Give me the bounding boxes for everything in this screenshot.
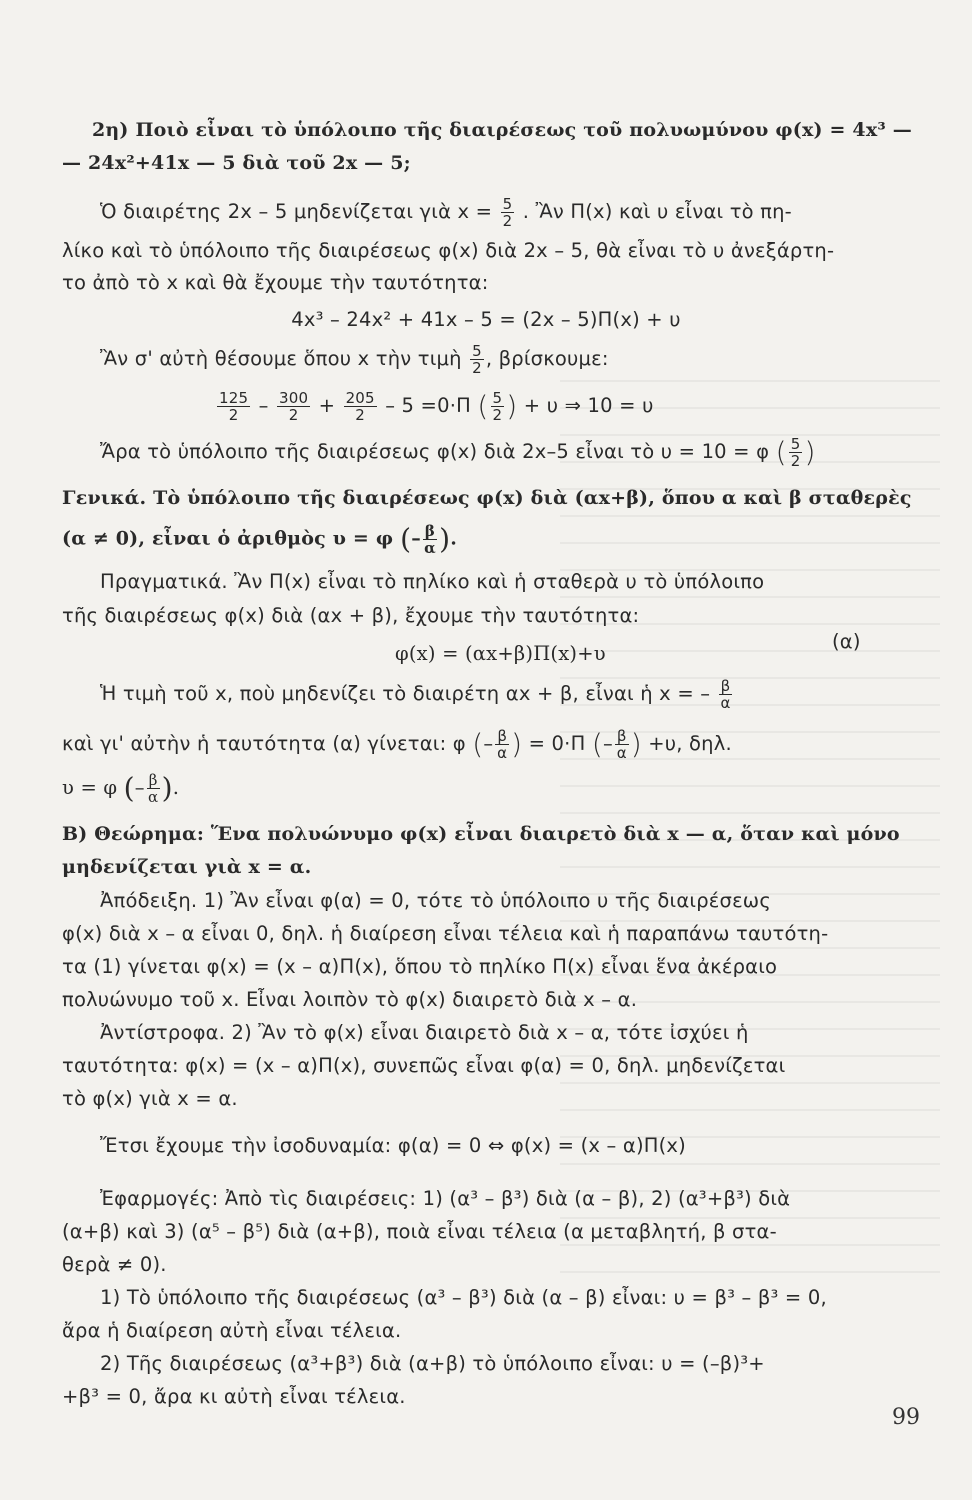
paren-open: (: [400, 522, 412, 556]
frac-num: 5: [472, 342, 482, 360]
paren-open: (: [477, 389, 489, 423]
converse-line-3: τὸ φ(x) γιὰ x = α.: [62, 1087, 238, 1110]
eq-part-b: + υ ⇒ 10 = υ: [523, 394, 654, 417]
equation-tag-alpha: (α): [832, 630, 861, 653]
text-line-7b: , βρίσκουμε:: [485, 347, 609, 370]
general-rule-line1: Γενικά. Τὸ ὑπόλοιπο τῆς διαιρέσεως φ(x) διὰ (αx+β), ὅπου α καὶ β σταθερὲς: [62, 487, 912, 509]
text-line-7: [100, 343, 950, 376]
paren-close: ): [804, 435, 816, 469]
theorem-b-line2: μηδενίζεται γιὰ x = α.: [62, 856, 312, 878]
paren-open: (: [775, 435, 787, 469]
frac-den: 2: [355, 406, 366, 424]
frac-num: β: [424, 522, 436, 540]
text-line-16: καὶ γι' αὐτὴν ἡ ταυτότητα (α) γίνεται: φ (– $\frac{\beta}{\alpha}$ ) = 0·Π (– $\frac{\beta}{\alpha}$ ) +υ, δηλ.: [62, 727, 732, 762]
text-line-5: το ἀπὸ τὸ x καὶ θὰ ἔχουμε τὴν ταυτότητα:: [62, 271, 489, 294]
general-rule-line2: (α ≠ 0), εἶναι ὁ ἀριθμὸς υ = φ (– $\frac{\beta}{\alpha}$ ).: [62, 522, 458, 557]
frac-num: β: [720, 677, 731, 695]
frac-num: 125: [219, 389, 249, 407]
frac-num: β: [497, 727, 508, 745]
page-number: 99: [892, 1405, 920, 1430]
frac-den: 2: [790, 452, 801, 470]
general-rule-line2a: (α ≠ 0), εἶναι ὁ ἀριθμὸς υ = φ: [62, 527, 394, 550]
proof-line-3: τα (1) γίνεται φ(x) = (x – α)Π(x), ὅπου τὸ πηλίκο Π(x) εἶναι ἕνα ἀκέραιο: [62, 955, 778, 978]
fraction-beta-alpha-c: [495, 728, 509, 761]
fraction-205-2: [344, 390, 377, 423]
frac-den: α: [148, 788, 159, 806]
problem-2h-title-line1: 2η) Ποιὸ εἶναι τὸ ὑπόλοιπο τῆς διαιρέσεως τοῦ πολυωμύνου φ(x) = 4x³ —: [92, 119, 912, 141]
fraction-125-2: [217, 390, 250, 423]
fraction-300-2: [277, 390, 310, 423]
paren-close: ): [439, 522, 451, 556]
fraction-beta-alpha-e: [147, 772, 160, 805]
application-1-line2: ἄρα ἡ διαίρεση αὐτὴ εἶναι τέλεια.: [62, 1319, 402, 1342]
text-line-17: υ = φ (– $\frac{\beta}{\alpha}$ ).: [62, 771, 180, 806]
frac-den: α: [424, 539, 436, 557]
applications-line-3: θερὰ ≠ 0).: [62, 1253, 167, 1276]
fraction-5-2-b: [470, 343, 484, 376]
fraction-beta-alpha-d: [615, 728, 629, 761]
frac-den: 2: [492, 406, 503, 424]
text-line-3: [100, 196, 950, 229]
applications-line-1: Ἐφαρμογές: Ἀπὸ τὶς διαιρέσεις: 1) (α³ – β³) διὰ (α – β), 2) (α³+β³) διὰ: [100, 1187, 791, 1210]
frac-den: α: [720, 694, 731, 712]
text-line-12: Πραγματικά. Ἂν Π(x) εἶναι τὸ πηλίκο καὶ ἡ σταθερὰ υ τὸ ὑπόλοιπο: [100, 570, 765, 593]
text-line-17a: υ = φ: [62, 776, 118, 799]
fraction-beta-alpha: [423, 523, 437, 556]
frac-den: 2: [502, 212, 513, 230]
text-line-15a: Ἡ τιμὴ τοῦ x, ποὺ μηδενίζει τὸ διαιρέτη αx + β, εἶναι ἡ x = –: [100, 682, 711, 705]
identity-equation: 4x³ – 24x² + 41x – 5 = (2x – 5)Π(x) + υ: [291, 308, 681, 331]
text-line-3b: . Ἂν Π(x) καὶ υ εἶναι τὸ πη-: [522, 200, 792, 223]
frac-num: β: [148, 771, 158, 789]
applications-line-2: (α+β) καὶ 3) (α⁵ – β⁵) διὰ (α+β), ποιὰ εἶναι τέλεια (α μεταβλητή, β στα-: [62, 1220, 777, 1243]
text-line-9: [100, 436, 950, 469]
equivalence-line: Ἔτσι ἔχουμε τὴν ἰσοδυναμία: φ(α) = 0 ⇔ φ(x) = (x – α)Π(x): [100, 1134, 686, 1157]
converse-line-2: ταυτότητα: φ(x) = (x – α)Π(x), συνεπῶς εἶναι φ(α) = 0, δηλ. μηδενίζεται: [62, 1054, 786, 1077]
proof-line-1: Ἀπόδειξη. 1) Ἂν εἶναι φ(α) = 0, τότε τὸ ὑπόλοιπο υ τῆς διαιρέσεως: [100, 889, 771, 912]
text-line-9a: Ἄρα τὸ ὑπόλοιπο τῆς διαιρέσεως φ(x) διὰ 2x–5 εἶναι τὸ υ = 10 = φ: [100, 440, 770, 463]
proof-line-2: φ(x) διὰ x – α εἶναι 0, δηλ. ἡ διαίρεση εἶναι τέλεια καὶ ἡ παραπάνω ταυτότη-: [62, 922, 829, 945]
paren-open: (: [472, 727, 484, 761]
paren-close: ): [506, 389, 518, 423]
application-1-line1: 1) Τὸ ὑπόλοιπο τῆς διαιρέσεως (α³ – β³) διὰ (α – β) εἶναι: υ = β³ – β³ = 0,: [100, 1286, 827, 1309]
text-line-16c: +υ, δηλ.: [648, 732, 732, 755]
text-line-16b: = 0·Π: [528, 732, 586, 755]
frac-den: 2: [228, 406, 239, 424]
eq-part-a: – 5 =0·Π: [385, 394, 471, 417]
fraction-5-2: [501, 196, 515, 229]
text-line-13: τῆς διαιρέσεως φ(x) διὰ (αx + β), ἔχουμε τὴν ταυτότητα:: [62, 604, 640, 627]
text-line-7a: Ἂν σ' αὐτὴ θέσουμε ὅπου x τὴν τιμὴ: [100, 347, 462, 370]
frac-num: 300: [278, 389, 309, 407]
theorem-b-line1: Β) Θεώρημα: Ἕνα πολυώνυμο φ(x) εἶναι διαιρετὸ διὰ x — α, ὅταν καὶ μόνο: [62, 823, 900, 845]
problem-2h-title-line2: — 24x²+41x — 5 διὰ τοῦ 2x — 5;: [62, 152, 411, 174]
text-line-16a: καὶ γι' αὐτὴν ἡ ταυτότητα (α) γίνεται: φ: [62, 732, 466, 755]
substitution-equation: $\frac{125}{2}$ – $\frac{300}{2}$ + $\frac{205}{2}$ – 5 =0·Π ( $\frac{5}{2}$ ) + υ ⇒ 10 = υ: [219, 389, 654, 424]
application-2-line1: 2) Τῆς διαιρέσεως (α³+β³) διὰ (α+β) τὸ ὑπόλοιπο εἶναι: υ = (–β)³+: [100, 1352, 765, 1375]
frac-num: 5: [492, 389, 503, 407]
fraction-5-2-c: [491, 390, 505, 423]
proof-line-4: πολυώνυμο τοῦ x. Εἶναι λοιπὸν τὸ φ(x) διαιρετὸ διὰ x – α.: [62, 988, 638, 1011]
frac-num: 5: [502, 195, 513, 213]
frac-den: α: [497, 744, 508, 762]
frac-num: 205: [345, 389, 375, 407]
paren-close: ): [511, 727, 523, 761]
fraction-5-2-d: [789, 436, 803, 469]
text-line-15: [100, 678, 950, 711]
paren-close: ): [161, 771, 173, 805]
paren-open: (: [123, 771, 135, 805]
text-line-3a: Ὁ διαιρέτης 2x – 5 μηδενίζεται γιὰ x =: [100, 200, 493, 223]
frac-den: α: [616, 744, 627, 762]
frac-den: 2: [288, 406, 299, 424]
converse-line-1: Ἀντίστροφα. 2) Ἂν τὸ φ(x) εἶναι διαιρετὸ διὰ x – α, τότε ἰσχύει ἡ: [100, 1021, 749, 1044]
paren-open: (: [591, 727, 603, 761]
fraction-beta-alpha-b: [719, 678, 733, 711]
text-line-4: λίκο καὶ τὸ ὑπόλοιπο τῆς διαιρέσεως φ(x) διὰ 2x – 5, θὰ εἶναι τὸ υ ἀνεξάρτη-: [62, 239, 835, 262]
application-2-line2: +β³ = 0, ἄρα κι αὐτὴ εἶναι τέλεια.: [62, 1385, 406, 1408]
paren-close: ): [630, 727, 642, 761]
frac-den: 2: [472, 359, 482, 377]
identity-alpha: φ(x) = (αx+β)Π(x)+υ: [395, 642, 606, 665]
frac-num: β: [616, 727, 627, 745]
frac-num: 5: [790, 435, 801, 453]
